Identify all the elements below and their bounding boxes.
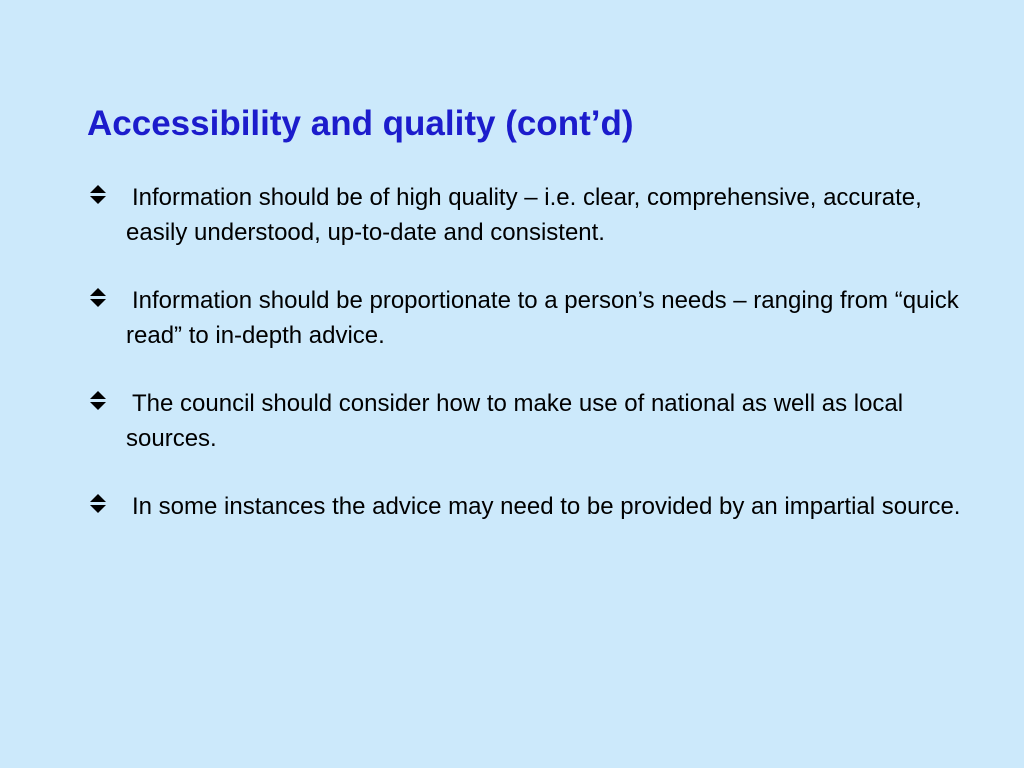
bullet-item bbox=[88, 489, 968, 524]
up-down-arrows-icon bbox=[88, 493, 108, 515]
up-down-arrows-icon bbox=[88, 184, 108, 206]
bullet-item bbox=[88, 180, 968, 250]
bullet-text: Information should be proportionate to a person’s needs – ranging from “quick read” to in-depth advice. bbox=[126, 287, 959, 349]
bullet-text: The council should consider how to make use of national as well as local sources. bbox=[126, 390, 904, 452]
bullet-text: In some instances the advice may need to be provided by an impartial source. bbox=[132, 493, 961, 520]
slide-title: Accessibility and quality (cont’d) bbox=[87, 104, 634, 143]
bullet-item bbox=[88, 283, 968, 353]
up-down-arrows-icon bbox=[88, 287, 108, 309]
up-down-arrows-icon bbox=[88, 390, 108, 412]
bullet-item bbox=[88, 386, 968, 456]
bullet-text: Information should be of high quality – i.e. clear, comprehensive, accurate, easily understood, up-to-date and consistent. bbox=[126, 184, 922, 246]
bullet-list bbox=[88, 180, 968, 557]
